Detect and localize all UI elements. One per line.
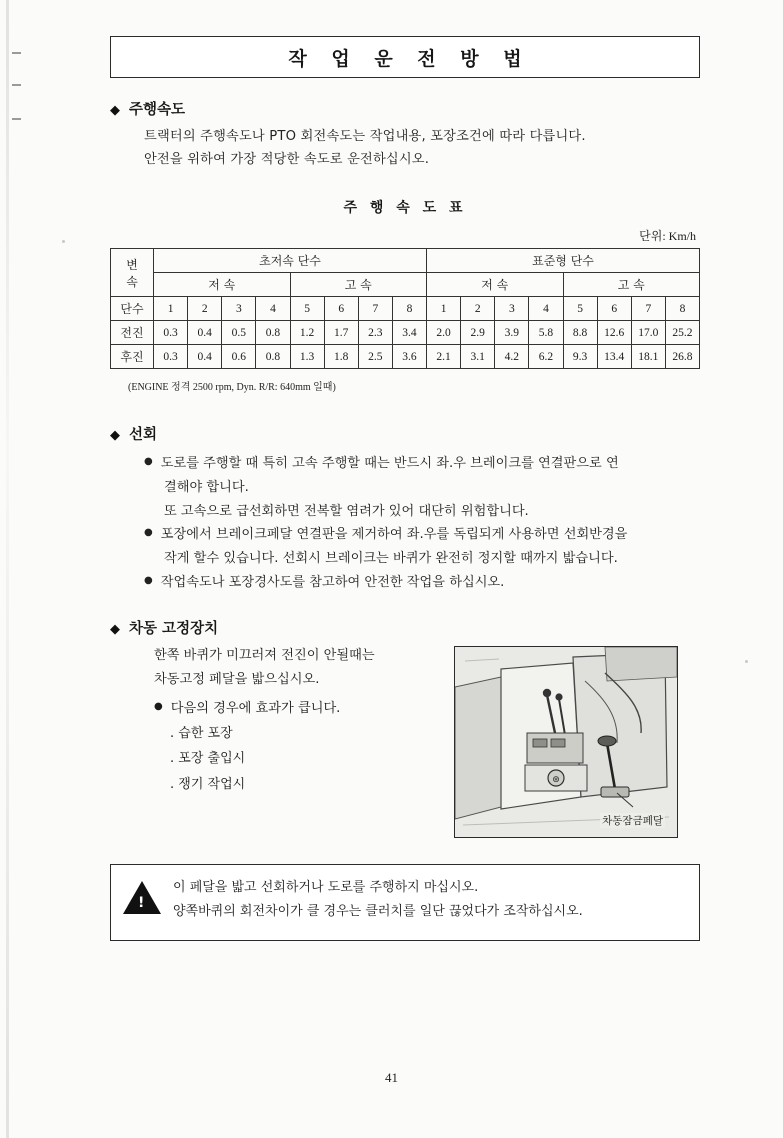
gear-cell: 4 xyxy=(529,297,563,321)
gear-cell: 5 xyxy=(563,297,597,321)
diamond-bullet-icon: ◆ xyxy=(110,103,120,118)
section-diff-lock xyxy=(110,617,700,838)
speed-cell: 0.4 xyxy=(188,321,222,345)
speed-cell: 8.8 xyxy=(563,321,597,345)
gear-cell: 2 xyxy=(461,297,495,321)
gear-cell: 3 xyxy=(222,297,256,321)
list-item: . 포장 출입시 xyxy=(170,751,246,767)
row-label-reverse: 후진 xyxy=(111,345,154,369)
bullet-dot-icon: ● xyxy=(154,700,163,712)
list-item xyxy=(144,452,700,476)
warning-line-1: 이 페달을 밟고 선회하거나 도로를 주행하지 마십시오. xyxy=(173,879,479,895)
corner-header-bottom: 속 xyxy=(126,274,138,289)
speed-cell: 13.4 xyxy=(597,345,631,369)
warning-box xyxy=(110,864,700,941)
svg-text:⊛: ⊛ xyxy=(552,774,560,785)
group-header-right: 표준형 단수 xyxy=(427,249,700,273)
speed-cell: 1.2 xyxy=(290,321,324,345)
bullet-dot-icon: ● xyxy=(144,575,153,587)
speed-cell: 2.5 xyxy=(358,345,392,369)
gear-cell: 8 xyxy=(665,297,699,321)
diamond-bullet-icon: ◆ xyxy=(110,428,120,444)
speed-cell: 0.3 xyxy=(154,321,188,345)
corner-header xyxy=(111,249,154,297)
list-item-text: 포장에서 브레이크페달 연결판을 제거하여 좌.우를 독립되게 사용하면 선회반경을 xyxy=(160,527,628,543)
speed-cell: 0.8 xyxy=(256,345,290,369)
section-travel-speed xyxy=(110,98,700,171)
speed-cell: 0.5 xyxy=(222,321,256,345)
section-heading-label: 선회 xyxy=(129,427,158,444)
page-content xyxy=(110,36,700,941)
scan-dash-artifact xyxy=(12,52,21,54)
gear-cell: 2 xyxy=(188,297,222,321)
speed-cell: 26.8 xyxy=(665,345,699,369)
gear-cell: 7 xyxy=(631,297,665,321)
travel-speed-line-2: 안전을 위하여 가장 적당한 속도로 운전하십시오. xyxy=(144,152,430,168)
section-heading-label: 주행속도 xyxy=(129,102,186,118)
warning-exclamation-icon: ! xyxy=(138,894,145,911)
speed-table-unit: 단위: Km/h xyxy=(639,229,696,244)
section-heading-travel-speed xyxy=(110,98,700,119)
diff-lock-text-column xyxy=(154,644,444,838)
bullet-dot-icon: ● xyxy=(144,456,153,468)
table-row-gears xyxy=(111,297,700,321)
scan-edge-artifact xyxy=(6,0,9,1138)
table-row-group-header xyxy=(111,249,700,273)
list-item-text: 작업속도나 포장경사도를 참고하여 안전한 작업을 하십시오. xyxy=(160,575,505,591)
subgroup-left-low: 저 속 xyxy=(154,273,291,297)
speed-cell: 18.1 xyxy=(631,345,665,369)
diff-lock-figure xyxy=(454,646,678,838)
list-item-text: 도로를 주행할 때 특히 고속 주행할 때는 반드시 좌.우 브레이크를 연결판으로 연 xyxy=(160,456,619,472)
speed-cell: 0.3 xyxy=(154,345,188,369)
table-row-subgroup-header xyxy=(111,273,700,297)
speed-cell: 3.9 xyxy=(495,321,529,345)
gear-cell: 6 xyxy=(324,297,358,321)
list-item-subnote: 또 고속으로 급선회하면 전복할 염려가 있어 대단히 위험합니다. xyxy=(164,503,529,519)
gear-cell: 3 xyxy=(495,297,529,321)
list-item xyxy=(154,697,444,721)
speed-cell: 0.4 xyxy=(188,345,222,369)
warning-line-2: 양쪽바퀴의 회전차이가 클 경우는 클러치를 일단 끊었다가 조작하십시오. xyxy=(173,903,583,919)
section-heading-label: 차동 고정장치 xyxy=(129,620,219,637)
corner-header-top: 변 xyxy=(126,257,138,272)
page-number: 41 xyxy=(385,1070,398,1085)
list-item: . 쟁기 작업시 xyxy=(170,776,246,792)
section-heading-diff-lock xyxy=(110,617,700,638)
figure-caption: 차동잠금페달 xyxy=(602,814,663,827)
speed-cell: 2.3 xyxy=(358,321,392,345)
speed-cell: 1.7 xyxy=(324,321,358,345)
section-heading-turning xyxy=(110,423,700,444)
subgroup-right-low: 저 속 xyxy=(427,273,564,297)
speed-cell: 6.2 xyxy=(529,345,563,369)
gear-cell: 1 xyxy=(154,297,188,321)
diff-lock-line-2: 차동고정 페달을 밟으십시오. xyxy=(154,672,320,688)
page-title-box xyxy=(110,36,700,78)
speed-cell: 5.8 xyxy=(529,321,563,345)
table-row-forward xyxy=(111,321,700,345)
speed-cell: 3.6 xyxy=(392,345,426,369)
speed-cell: 2.0 xyxy=(427,321,461,345)
page-title: 작 업 운 전 방 법 xyxy=(288,47,531,70)
diamond-bullet-icon: ◆ xyxy=(110,621,120,637)
speed-table-caption: 주 행 속 도 표 xyxy=(343,200,467,217)
speed-cell: 2.9 xyxy=(461,321,495,345)
diff-lock-line-1: 한쪽 바퀴가 미끄러져 전진이 안될때는 xyxy=(154,647,375,663)
speed-cell: 25.2 xyxy=(665,321,699,345)
speed-cell: 2.1 xyxy=(427,345,461,369)
speed-cell: 4.2 xyxy=(495,345,529,369)
speed-cell: 1.3 xyxy=(290,345,324,369)
speed-table xyxy=(110,248,700,369)
list-item-continuation: 작게 할수 있습니다. 선회시 브레이크는 바퀴가 완전히 정지할 때까지 밟습니다. xyxy=(164,551,618,567)
tractor-pedal-illustration-icon xyxy=(455,647,677,837)
list-item xyxy=(144,523,700,547)
engine-note: (ENGINE 정격 2500 rpm, Dyn. R/R: 640mm 일때) xyxy=(128,382,336,394)
table-row-reverse xyxy=(111,345,700,369)
subgroup-right-high: 고 속 xyxy=(563,273,700,297)
speed-cell: 12.6 xyxy=(597,321,631,345)
subgroup-left-high: 고 속 xyxy=(290,273,427,297)
scan-dash-artifact xyxy=(12,84,21,86)
speed-cell: 0.8 xyxy=(256,321,290,345)
gear-cell: 4 xyxy=(256,297,290,321)
scan-dash-artifact xyxy=(12,118,21,120)
travel-speed-line-1: 트랙터의 주행속도나 PTO 회전속도는 작업내용, 포장조건에 따라 다릅니다. xyxy=(144,129,586,144)
gear-cell: 8 xyxy=(392,297,426,321)
scan-speckle xyxy=(745,660,748,663)
speed-cell: 17.0 xyxy=(631,321,665,345)
list-item: . 습한 포장 xyxy=(170,726,233,742)
list-item xyxy=(144,571,700,595)
speed-cell: 0.6 xyxy=(222,345,256,369)
turning-bullet-list xyxy=(144,452,700,595)
group-header-left: 초저속 단수 xyxy=(154,249,427,273)
gear-cell: 6 xyxy=(597,297,631,321)
section-turning xyxy=(110,423,700,595)
list-item-continuation: 결해야 합니다. xyxy=(164,479,249,495)
gear-cell: 7 xyxy=(358,297,392,321)
diff-lock-body xyxy=(110,644,700,838)
speed-cell: 1.8 xyxy=(324,345,358,369)
gear-cell: 1 xyxy=(427,297,461,321)
scan-speckle xyxy=(62,240,65,243)
gear-cell: 5 xyxy=(290,297,324,321)
gear-row-label: 단수 xyxy=(111,297,154,321)
list-item-text: 다음의 경우에 효과가 큽니다. xyxy=(170,700,341,716)
speed-cell: 9.3 xyxy=(563,345,597,369)
speed-cell: 3.4 xyxy=(392,321,426,345)
row-label-forward: 전진 xyxy=(111,321,154,345)
speed-cell: 3.1 xyxy=(461,345,495,369)
bullet-dot-icon: ● xyxy=(144,527,153,539)
